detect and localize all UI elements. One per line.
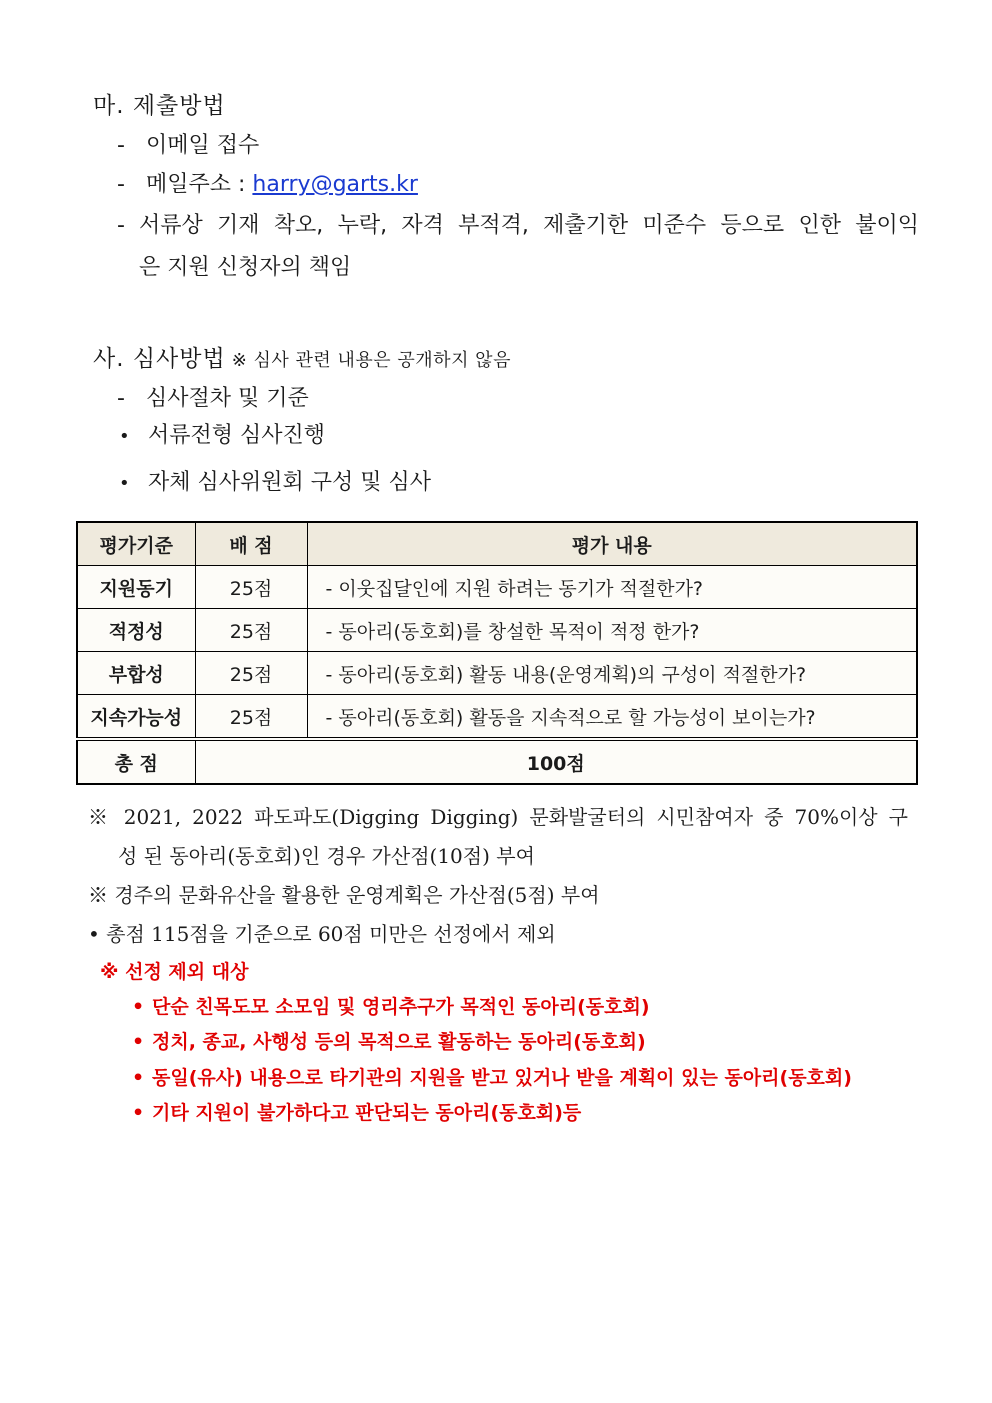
bullet-marker: • bbox=[132, 996, 145, 1018]
table-row bbox=[77, 566, 917, 609]
list-item-review-procedure bbox=[117, 384, 309, 414]
table-total-row bbox=[77, 739, 917, 784]
dash-marker: - bbox=[117, 172, 125, 197]
bullet-marker: • bbox=[119, 426, 130, 447]
bullet-text: 서류전형 심사진행 bbox=[148, 423, 326, 448]
bullet-marker: • bbox=[132, 1067, 145, 1089]
table-row bbox=[77, 609, 917, 652]
content-cell: - 동아리(동호회) 활동 내용(운영계획)의 구성이 적절한가? bbox=[307, 652, 917, 695]
score-cell: 25점 bbox=[195, 695, 307, 740]
header-content: 평가 내용 bbox=[307, 522, 917, 566]
score-cell: 25점 bbox=[195, 566, 307, 609]
email-label: 메일주소 : bbox=[146, 172, 253, 197]
list-item-email-submission bbox=[117, 131, 259, 161]
bullet-item-document-review bbox=[119, 421, 325, 452]
criterion-cell: 부합성 bbox=[77, 652, 195, 695]
content-cell: - 동아리(동호회) 활동을 지속적으로 할 가능성이 보이는가? bbox=[307, 695, 917, 740]
email-link[interactable]: harry@garts.kr bbox=[252, 172, 418, 197]
exclusion-item bbox=[132, 1063, 852, 1093]
evaluation-table bbox=[76, 521, 918, 785]
bullet-item-committee bbox=[119, 468, 431, 499]
dash-marker: - bbox=[117, 133, 125, 158]
dash-marker: - bbox=[117, 213, 125, 238]
criterion-cell: 지원동기 bbox=[77, 566, 195, 609]
section-sa-title: 사. 심사방법 bbox=[93, 346, 226, 372]
list-item-text: 심사절차 및 기준 bbox=[146, 386, 309, 411]
dash-marker: - bbox=[117, 386, 125, 411]
exclusion-item bbox=[132, 1027, 646, 1057]
list-item-disadvantage-line1 bbox=[117, 211, 919, 241]
note-bonus-line2: 성 된 동아리(동호회)인 경우 가산점(10점) 부여 bbox=[118, 844, 535, 868]
note-heritage-bonus: ※ 경주의 문화유산을 활용한 운영계획은 가산점(5점) 부여 bbox=[88, 883, 600, 907]
table-row bbox=[77, 652, 917, 695]
bullet-text: 자체 심사위원회 구성 및 심사 bbox=[148, 470, 431, 495]
score-cell: 25점 bbox=[195, 652, 307, 695]
note-cutoff: • 총점 115점을 기준으로 60점 미만은 선정에서 제외 bbox=[88, 922, 556, 946]
bullet-marker: • bbox=[132, 1031, 145, 1053]
exclusion-text: 동일(유사) 내용으로 타기관의 지원을 받고 있거나 받을 계획이 있는 동아리(동호회) bbox=[152, 1067, 852, 1089]
exclusion-item bbox=[132, 1098, 581, 1128]
header-criterion: 평가기준 bbox=[77, 522, 195, 566]
header-score: 배 점 bbox=[195, 522, 307, 566]
list-item-text: 서류상 기재 착오, 누락, 자격 부적격, 제출기한 미준수 등으로 인한 불이익 bbox=[139, 213, 919, 238]
bullet-marker: • bbox=[132, 1102, 145, 1124]
exclusion-text: 정치, 종교, 사행성 등의 목적으로 활동하는 동아리(동호회) bbox=[152, 1031, 646, 1053]
exclusion-text: 기타 지원이 불가하다고 판단되는 동아리(동호회)등 bbox=[152, 1102, 582, 1124]
content-cell: - 동아리(동호회)를 창설한 목적이 적정 한가? bbox=[307, 609, 917, 652]
list-item-text: 이메일 접수 bbox=[146, 133, 260, 158]
list-item-email-address bbox=[117, 170, 418, 200]
section-ma-heading: 마. 제출방법 bbox=[93, 93, 226, 119]
table-row bbox=[77, 695, 917, 740]
content-cell: - 이웃집달인에 지원 하려는 동기가 적절한가? bbox=[307, 566, 917, 609]
score-cell: 25점 bbox=[195, 609, 307, 652]
list-item-disadvantage-line2: 은 지원 신청자의 책임 bbox=[139, 255, 352, 280]
section-sa-heading bbox=[93, 344, 511, 376]
total-value: 100점 bbox=[195, 739, 917, 784]
section-sa-note: ※ 심사 관련 내용은 공개하지 않음 bbox=[231, 350, 511, 371]
exclusion-title: ※ 선정 제외 대상 bbox=[100, 961, 249, 983]
exclusion-text: 단순 친목도모 소모임 및 영리추구가 목적인 동아리(동호회) bbox=[152, 996, 650, 1018]
criterion-cell: 적정성 bbox=[77, 609, 195, 652]
note-bonus-line1: ※ 2021, 2022 파도파도(Digging Digging) 문화발굴터의 시민참여자 중 70%이상 구 bbox=[88, 805, 908, 829]
total-label: 총 점 bbox=[77, 739, 195, 784]
exclusion-item bbox=[132, 992, 650, 1022]
criterion-cell: 지속가능성 bbox=[77, 695, 195, 740]
bullet-marker: • bbox=[119, 473, 130, 494]
table-header-row bbox=[77, 522, 917, 566]
